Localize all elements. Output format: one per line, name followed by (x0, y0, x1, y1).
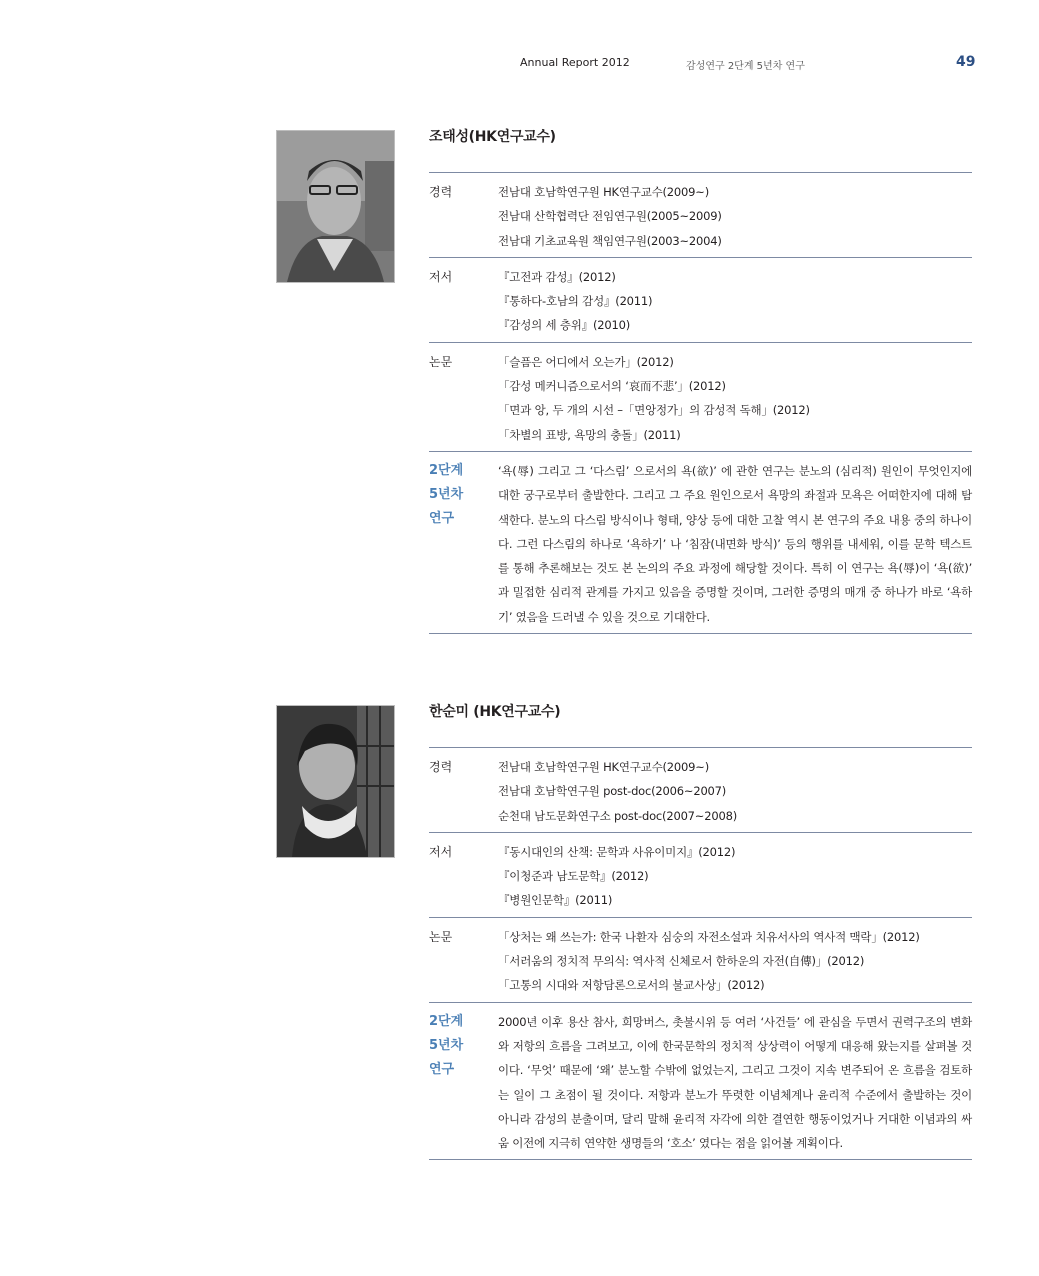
research-description: 2000년 이후 용산 참사, 희망버스, 촛불시위 등 여러 ‘사건들’ 에 관심을 두면서 권력구조의 변화와 저항의 흐름을 그려보고, 이에 한국문학의 정치적 상상력이 어떻게 대응해 왔는지를 살펴볼 것이다. ‘무엇’ 때문에 ‘왜’ 분노할 수밖에 없었는지, 그리고 그것이 지속 변주되어 온 흐름을 검토하는 일이 그 초점이 될 것이다. 저항과 분노가 뚜렷한 이념체계나 윤리적 수준에서 출발하는 것이 아니라 감성의 분출이며, 달리 말해 윤리적 자각에 의한 결연한 행동이었거나 거대한 이념과의 싸움 이전에 지극히 연약한 생명들의 ‘호소’ 였다는 점을 읽어볼 계획이다. (498, 1014, 972, 1151)
book-item: 『병원인문학』(2011) (498, 893, 613, 908)
paper-item: 「서러움의 정치적 무의식: 역사적 신체로서 한하운의 자전(自傳)」(2012) (498, 954, 865, 969)
research-label (429, 459, 489, 531)
book-item: 『동시대인의 산책: 문학과 사유이미지』(2012) (498, 844, 736, 859)
portrait-photo (276, 705, 395, 858)
profile-table (429, 172, 972, 634)
career-item: 전남대 산학협력단 전임연구원(2005~2009) (498, 209, 722, 224)
book-item: 『감성의 세 층위』(2010) (498, 318, 631, 333)
book-item: 『고전과 감성』(2012) (498, 269, 616, 284)
series-title: 감성연구 2단계 5년차 연구 (686, 61, 805, 72)
career-item: 전남대 호남학연구원 HK연구교수(2009~) (498, 185, 709, 199)
page-number: 49 (956, 54, 976, 70)
research-label (429, 1010, 489, 1082)
report-title: Annual Report 2012 (520, 56, 630, 69)
paper-item: 「면과 앙, 두 개의 시선 –「면앙정가」의 감성적 독해」(2012) (498, 403, 810, 418)
papers-row (429, 343, 972, 452)
book-item: 『이청준과 남도문학』(2012) (498, 869, 649, 884)
books-row (429, 258, 972, 343)
career-label: 경력 (429, 185, 453, 199)
books-label: 저서 (429, 269, 453, 284)
books-row (429, 833, 972, 918)
research-label-line: 연구 (429, 1061, 455, 1077)
person-name: 한순미 (HK연구교수) (429, 704, 561, 720)
career-item: 전남대 호남학연구원 HK연구교수(2009~) (498, 760, 709, 774)
research-row (429, 452, 972, 634)
career-label: 경력 (429, 760, 453, 774)
paper-item: 「차별의 표방, 욕망의 충돌」(2011) (498, 427, 681, 442)
career-row (429, 748, 972, 833)
research-label-line: 5년차 (429, 486, 464, 502)
career-item: 순천대 남도문화연구소 post-doc(2007~2008) (498, 808, 737, 823)
paper-item: 「감성 메커니즘으로서의 ‘哀而不悲’」(2012) (498, 379, 726, 394)
book-item: 『통하다-호남의 감성』(2011) (498, 294, 653, 309)
paper-item: 「고통의 시대와 저항담론으로서의 불교사상」(2012) (498, 978, 765, 993)
books-label: 저서 (429, 844, 453, 859)
research-label-line: 연구 (429, 510, 455, 526)
career-item: 전남대 기초교육원 책임연구원(2003~2004) (498, 233, 722, 248)
papers-row (429, 918, 972, 1003)
research-row (429, 1003, 972, 1161)
papers-label: 논문 (429, 354, 453, 369)
papers-label: 논문 (429, 929, 453, 944)
research-label-line: 2단계 (429, 462, 464, 478)
paper-item: 「슬픔은 어디에서 오는가」(2012) (498, 354, 674, 369)
profile-table (429, 747, 972, 1160)
career-row (429, 173, 972, 258)
career-item: 전남대 호남학연구원 post-doc(2006~2007) (498, 784, 727, 799)
research-description: ‘욕(辱) 그리고 그 ‘다스림’ 으로서의 욕(欲)’ 에 관한 연구는 분노의 (심리적) 원인이 무엇인지에 대한 궁구로부터 출발한다. 그리고 그 주요 원인으로서 욕망의 좌절과 모욕은 어떠한지에 대해 탐색한다. 분노의 다스림 방식이나 형태, 양상 등에 대한 고찰 역시 본 연구의 주요 내용 중의 하나이다. 그런 다스림의 하나로 ‘욕하기’ 나 ‘침잠(내면화 방식)’ 등의 행위를 내세워, 이를 문학 텍스트를 통해 추론해보는 것도 본 논의의 주요 과정에 해당할 것이다. 특히 이 연구는 욕(辱)이 ‘욕(欲)’ 과 밀접한 심리적 관계를 가지고 있음을 증명할 것이며, 그러한 증명의 매개 중 하나가 바로 ‘욕하기’ 였음을 드러낼 수 있을 것으로 기대한다. (498, 463, 972, 624)
research-label-line: 5년차 (429, 1037, 464, 1053)
person-name: 조태성(HK연구교수) (429, 129, 556, 145)
paper-item: 「상처는 왜 쓰는가: 한국 나환자 심숭의 자전소설과 치유서사의 역사적 맥락」(2012) (498, 929, 920, 944)
portrait-photo (276, 130, 395, 283)
research-label-line: 2단계 (429, 1013, 464, 1029)
